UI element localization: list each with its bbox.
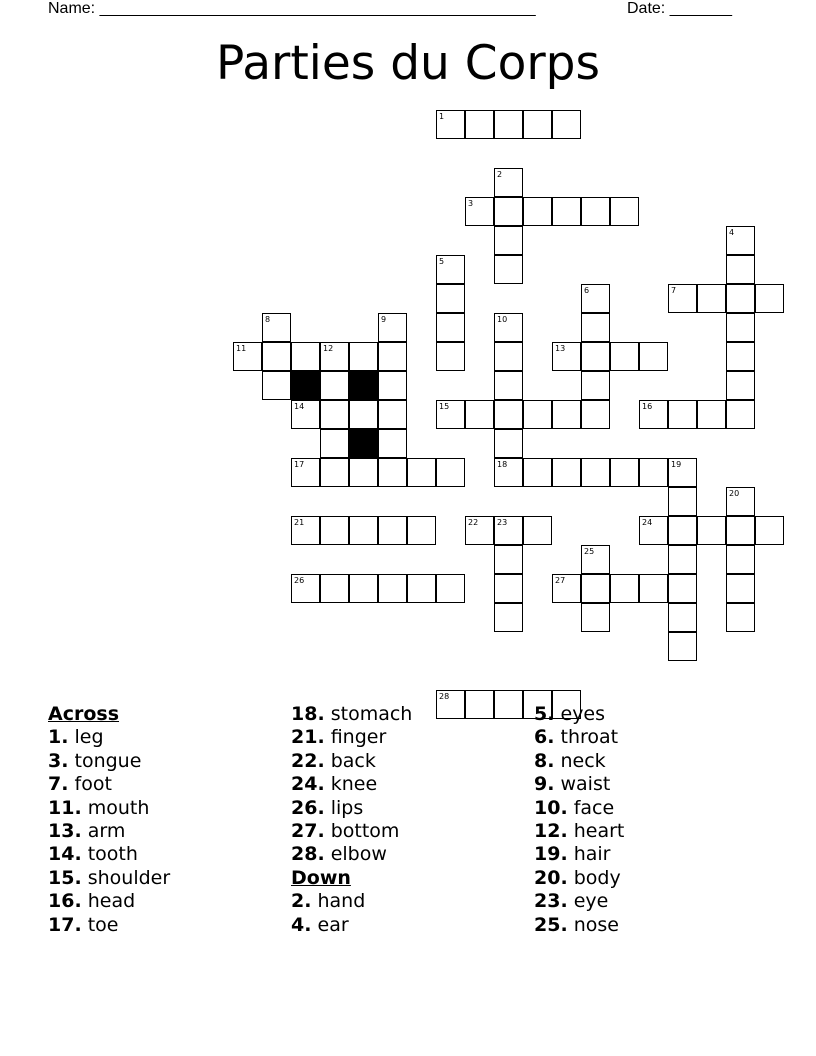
clue-item-word: lips <box>330 796 364 819</box>
clue-item-number: 6. <box>534 726 555 749</box>
grid-cell[interactable] <box>291 342 320 371</box>
clue-item-number: 10. <box>534 796 568 819</box>
clue-number-label: 22 <box>468 518 479 527</box>
clue-item-word: leg <box>74 726 104 749</box>
grid-cell[interactable] <box>494 429 523 458</box>
clue-item-word: finger <box>330 726 387 749</box>
grid-cell[interactable] <box>755 516 784 545</box>
clue-number-label: 13 <box>555 344 566 353</box>
clue-item-number: 11. <box>48 796 82 819</box>
grid-cell[interactable] <box>523 400 552 429</box>
clue-item <box>534 773 624 796</box>
grid-cell[interactable] <box>494 603 523 632</box>
grid-cell[interactable] <box>726 255 755 284</box>
grid-cell[interactable] <box>581 371 610 400</box>
grid-cell[interactable] <box>523 516 552 545</box>
grid-cell[interactable] <box>581 313 610 342</box>
clue-item <box>291 726 412 749</box>
clue-item-word: hair <box>573 843 611 866</box>
grid-cell[interactable] <box>465 400 494 429</box>
grid-cell[interactable] <box>552 458 581 487</box>
clue-number-label: 8 <box>265 315 271 324</box>
grid-cell[interactable] <box>639 458 668 487</box>
clue-item-word: eyes <box>560 703 606 725</box>
grid-cell[interactable] <box>320 400 349 429</box>
clue-item-number: 8. <box>534 749 555 772</box>
clue-item-word: eye <box>573 890 609 913</box>
grid-cell[interactable] <box>378 342 407 371</box>
clue-item-word: ear <box>317 913 349 936</box>
clue-item-number: 2. <box>291 890 312 913</box>
clue-item <box>48 890 170 913</box>
clue-item-number: 23. <box>534 890 568 913</box>
grid-cell[interactable] <box>668 545 697 574</box>
clue-item <box>534 914 624 937</box>
grid-cell[interactable] <box>349 574 378 603</box>
clue-section-heading: Across <box>48 703 120 725</box>
clue-number-label: 5 <box>439 257 445 266</box>
grid-cell[interactable] <box>581 603 610 632</box>
grid-cell[interactable] <box>378 400 407 429</box>
grid-cell[interactable] <box>668 603 697 632</box>
clue-item-word: stomach <box>330 703 413 725</box>
clue-number-label: 28 <box>439 692 450 701</box>
clue-item-number: 14. <box>48 843 82 866</box>
clue-item-number: 27. <box>291 820 325 843</box>
grid-cell[interactable] <box>668 574 697 603</box>
clue-number-label: 11 <box>236 344 247 353</box>
grid-cell-black <box>349 371 378 400</box>
grid-cell[interactable] <box>407 516 436 545</box>
clue-item-number: 24. <box>291 773 325 796</box>
grid-cell[interactable] <box>494 110 523 139</box>
clue-item <box>48 867 170 890</box>
grid-cell[interactable] <box>436 284 465 313</box>
grid-cell[interactable] <box>349 458 378 487</box>
clue-number-label: 16 <box>642 402 653 411</box>
clue-item-number: 20. <box>534 866 568 889</box>
clue-number-label: 19 <box>671 460 682 469</box>
grid-cell[interactable] <box>697 516 726 545</box>
grid-cell[interactable] <box>552 110 581 139</box>
grid-cell[interactable] <box>726 400 755 429</box>
grid-cell[interactable] <box>378 429 407 458</box>
clue-item <box>48 773 170 796</box>
clue-item-word: elbow <box>330 843 387 866</box>
clue-item-number: 13. <box>48 820 82 843</box>
grid-cell[interactable] <box>262 371 291 400</box>
grid-cell[interactable] <box>465 110 494 139</box>
grid-cell[interactable] <box>726 574 755 603</box>
grid-cell-black <box>291 371 320 400</box>
clue-item <box>534 703 624 726</box>
grid-cell[interactable] <box>407 574 436 603</box>
clue-number-label: 4 <box>729 228 735 237</box>
clue-number-label: 9 <box>381 315 387 324</box>
clue-item-number: 3. <box>48 749 69 772</box>
grid-cell[interactable] <box>465 690 494 719</box>
clue-item-word: arm <box>87 820 126 843</box>
grid-cell[interactable] <box>436 342 465 371</box>
clue-item-word: tongue <box>74 749 142 772</box>
clue-column-1 <box>48 703 170 937</box>
clue-item-number: 4. <box>291 913 312 936</box>
grid-cell[interactable] <box>581 400 610 429</box>
clue-item-number: 21. <box>291 726 325 749</box>
grid-cell[interactable] <box>436 313 465 342</box>
page-title: Parties du Corps <box>216 36 600 91</box>
grid-cell[interactable] <box>581 574 610 603</box>
grid-cell[interactable] <box>552 197 581 226</box>
clue-item <box>291 820 412 843</box>
clue-item <box>48 726 170 749</box>
grid-cell[interactable] <box>726 371 755 400</box>
clue-item <box>48 914 170 937</box>
grid-cell[interactable] <box>320 371 349 400</box>
grid-cell[interactable] <box>262 342 291 371</box>
clue-item-word: neck <box>560 749 606 772</box>
grid-cell[interactable] <box>494 371 523 400</box>
clue-number-label: 2 <box>497 170 503 179</box>
clue-number-label: 21 <box>294 518 305 527</box>
clue-number-label: 17 <box>294 460 305 469</box>
grid-cell[interactable] <box>320 429 349 458</box>
clue-item-word: head <box>87 890 136 913</box>
grid-cell[interactable] <box>320 516 349 545</box>
grid-cell[interactable] <box>726 516 755 545</box>
clue-number-label: 23 <box>497 518 508 527</box>
grid-cell[interactable] <box>349 516 378 545</box>
grid-cell[interactable] <box>668 487 697 516</box>
clue-item <box>291 890 412 913</box>
grid-cell[interactable] <box>552 400 581 429</box>
clue-item-word: hand <box>317 890 366 913</box>
clue-item <box>291 750 412 773</box>
grid-cell[interactable] <box>697 284 726 313</box>
grid-cell[interactable] <box>610 197 639 226</box>
grid-cell[interactable] <box>494 545 523 574</box>
grid-cell-black <box>349 429 378 458</box>
clue-item-number: 17. <box>48 913 82 936</box>
grid-cell[interactable] <box>610 574 639 603</box>
clue-item-number: 16. <box>48 890 82 913</box>
clue-number-label: 12 <box>323 344 334 353</box>
clue-item <box>534 750 624 773</box>
clue-number-label: 15 <box>439 402 450 411</box>
clue-item-number: 26. <box>291 796 325 819</box>
clue-section-heading: Down <box>291 866 351 889</box>
clue-item <box>534 797 624 820</box>
grid-cell[interactable] <box>726 545 755 574</box>
grid-cell[interactable] <box>407 458 436 487</box>
clue-item <box>291 797 412 820</box>
clue-item <box>534 726 624 749</box>
name-field-label: Name: _________________________________________________ <box>48 0 536 17</box>
grid-cell[interactable] <box>494 226 523 255</box>
grid-cell[interactable] <box>639 574 668 603</box>
clue-column-2 <box>291 703 412 937</box>
clue-item-word: back <box>330 749 376 772</box>
grid-cell[interactable] <box>436 574 465 603</box>
clue-item-word: toe <box>87 913 119 936</box>
clue-item-word: knee <box>330 773 378 796</box>
grid-cell[interactable] <box>581 458 610 487</box>
clue-item-word: shoulder <box>87 866 171 889</box>
grid-cell[interactable] <box>494 574 523 603</box>
grid-cell[interactable] <box>581 342 610 371</box>
grid-cell[interactable] <box>523 458 552 487</box>
grid-cell[interactable] <box>726 342 755 371</box>
grid-cell[interactable] <box>378 458 407 487</box>
grid-cell[interactable] <box>349 400 378 429</box>
clue-item <box>291 703 412 726</box>
grid-cell[interactable] <box>494 690 523 719</box>
clue-item-word: heart <box>573 820 625 843</box>
clue-item-number: 12. <box>534 820 568 843</box>
clue-item-word: bottom <box>330 820 400 843</box>
clue-item-word: foot <box>74 773 112 796</box>
clue-item-word: waist <box>560 773 611 796</box>
clue-item-number: 19. <box>534 843 568 866</box>
grid-cell[interactable] <box>610 342 639 371</box>
grid-cell[interactable] <box>639 342 668 371</box>
clue-item-word: tooth <box>87 843 138 866</box>
clue-item <box>291 773 412 796</box>
clue-item-word: face <box>573 796 615 819</box>
clue-number-label: 24 <box>642 518 653 527</box>
clue-item <box>48 820 170 843</box>
clue-item-number: 18. <box>291 703 325 725</box>
date-field-label: Date: _______ <box>627 0 732 17</box>
clue-item <box>534 890 624 913</box>
clue-number-label: 25 <box>584 547 595 556</box>
clue-number-label: 20 <box>729 489 740 498</box>
grid-cell[interactable] <box>581 197 610 226</box>
clue-item-number: 1. <box>48 726 69 749</box>
grid-cell[interactable] <box>378 516 407 545</box>
grid-cell[interactable] <box>755 284 784 313</box>
clue-number-label: 3 <box>468 199 474 208</box>
grid-cell[interactable] <box>378 371 407 400</box>
clue-item-number: 22. <box>291 749 325 772</box>
clue-item-number: 25. <box>534 913 568 936</box>
grid-cell[interactable] <box>494 197 523 226</box>
clue-item <box>48 797 170 820</box>
clue-number-label: 18 <box>497 460 508 469</box>
clue-column-3 <box>534 703 624 937</box>
grid-cell[interactable] <box>436 458 465 487</box>
clue-number-label: 14 <box>294 402 305 411</box>
clue-item <box>534 820 624 843</box>
grid-cell[interactable] <box>320 458 349 487</box>
clue-number-label: 1 <box>439 112 445 121</box>
clue-item-number: 28. <box>291 843 325 866</box>
clue-item <box>534 867 624 890</box>
grid-cell[interactable] <box>494 342 523 371</box>
grid-cell[interactable] <box>523 197 552 226</box>
clue-item-number: 15. <box>48 866 82 889</box>
clue-item <box>291 914 412 937</box>
grid-cell[interactable] <box>378 574 407 603</box>
grid-cell[interactable] <box>494 255 523 284</box>
grid-cell[interactable] <box>668 400 697 429</box>
grid-cell[interactable] <box>668 632 697 661</box>
grid-cell[interactable] <box>494 400 523 429</box>
clue-item <box>291 843 412 866</box>
grid-cell[interactable] <box>523 110 552 139</box>
clue-number-label: 10 <box>497 315 508 324</box>
clue-item-word: body <box>573 866 621 889</box>
grid-cell[interactable] <box>697 400 726 429</box>
grid-cell[interactable] <box>349 342 378 371</box>
clue-item-number: 7. <box>48 773 69 796</box>
clue-item <box>48 750 170 773</box>
grid-cell[interactable] <box>726 284 755 313</box>
clue-item-word: throat <box>560 726 619 749</box>
grid-cell[interactable] <box>610 458 639 487</box>
clue-item <box>48 843 170 866</box>
grid-cell[interactable] <box>668 516 697 545</box>
clue-number-label: 7 <box>671 286 677 295</box>
clue-item-number: 5. <box>534 703 555 725</box>
grid-cell[interactable] <box>726 313 755 342</box>
clue-number-label: 27 <box>555 576 566 585</box>
clue-item <box>534 843 624 866</box>
clue-number-label: 26 <box>294 576 305 585</box>
grid-cell[interactable] <box>320 574 349 603</box>
clue-item-word: nose <box>573 913 619 936</box>
clue-item-number: 9. <box>534 773 555 796</box>
clue-item-word: mouth <box>87 796 150 819</box>
clue-number-label: 6 <box>584 286 590 295</box>
grid-cell[interactable] <box>726 603 755 632</box>
